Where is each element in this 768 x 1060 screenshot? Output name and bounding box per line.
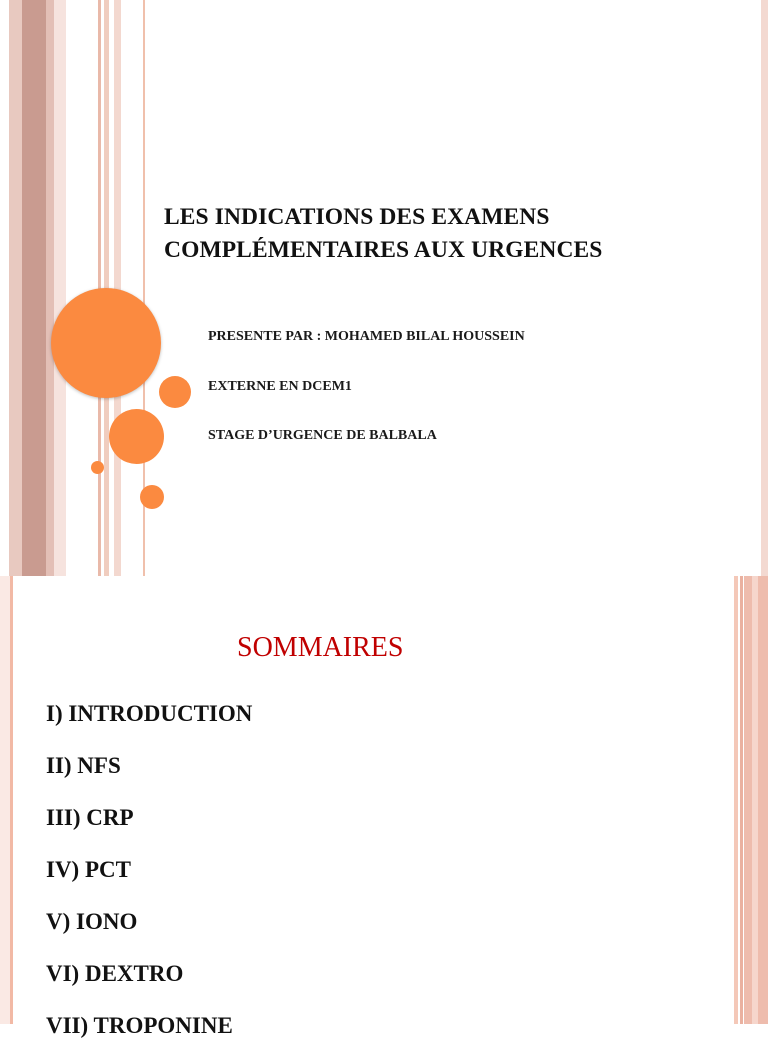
summary-heading: SOMMAIRES	[237, 632, 404, 663]
decorative-stripe	[54, 0, 66, 576]
title-line-1: LES INDICATIONS DES EXAMENS	[164, 204, 550, 230]
list-item: V) IONO	[46, 909, 138, 934]
decorative-stripe	[752, 576, 758, 1024]
decorative-stripe	[734, 576, 738, 1024]
decorative-circle	[159, 376, 191, 408]
presenter-text: PRESENTE PAR : MOHAMED BILAL HOUSSEIN	[208, 329, 525, 344]
decorative-stripe	[0, 576, 10, 1024]
slide-title	[164, 201, 754, 267]
list-item: VII) TROPONINE	[46, 1013, 233, 1038]
stage-text: STAGE D’URGENCE DE BALBALA	[208, 428, 437, 443]
decorative-circle	[109, 409, 164, 464]
list-item: II) NFS	[46, 753, 121, 778]
summary-slide	[0, 576, 768, 1038]
decorative-stripe	[761, 0, 768, 576]
decorative-stripe	[740, 576, 743, 1024]
list-item: I) INTRODUCTION	[46, 701, 253, 726]
decorative-stripe	[46, 0, 54, 576]
decorative-stripe	[22, 0, 46, 576]
list-item: IV) PCT	[46, 857, 131, 882]
status-text: EXTERNE EN DCEM1	[208, 379, 352, 394]
decorative-circle-small	[91, 461, 104, 474]
decorative-circle-small	[140, 485, 164, 509]
title-line-2: COMPLÉMENTAIRES AUX URGENCES	[164, 237, 603, 263]
summary-list	[46, 696, 252, 1060]
list-item: III) CRP	[46, 805, 134, 830]
decorative-circle-large	[51, 288, 161, 398]
decorative-stripe	[10, 576, 13, 1024]
list-item: VI) DEXTRO	[46, 961, 184, 986]
decorative-stripe	[9, 0, 22, 576]
